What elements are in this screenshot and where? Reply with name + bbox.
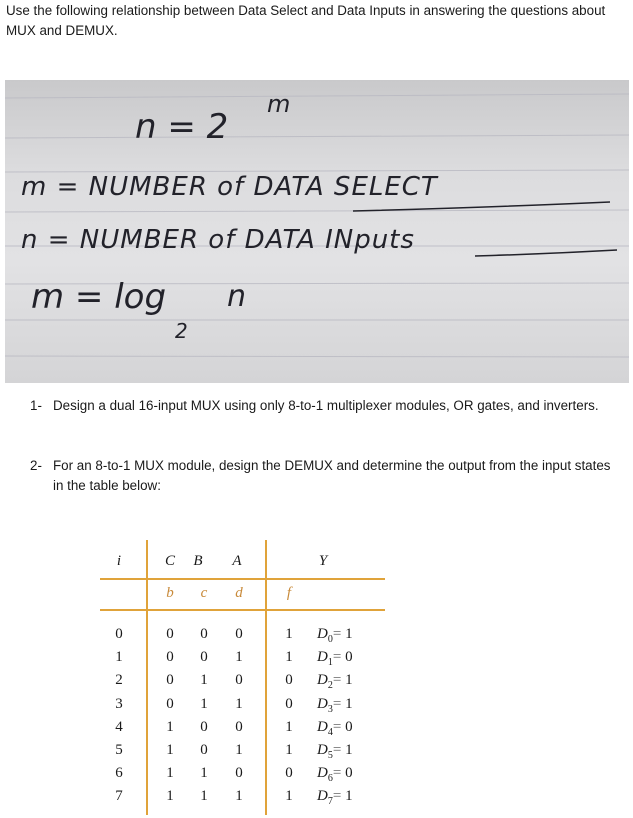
cell-b: 0	[200, 742, 208, 758]
cell-b: 1	[200, 672, 208, 689]
cell-b: 0	[200, 649, 208, 666]
cell-f: 1	[285, 742, 293, 758]
output-symbol: D	[317, 718, 328, 735]
output-equals: =	[332, 672, 342, 689]
intro-line-2: MUX and DEMUX.	[6, 23, 118, 38]
output-subscript: 2	[327, 680, 333, 692]
cell-y-output	[317, 764, 353, 788]
question-2-number: 2-	[30, 458, 42, 473]
output-equals: =	[332, 788, 342, 805]
table-rule-header	[100, 578, 385, 580]
output-symbol: D	[317, 672, 328, 689]
intro-line-1: Use the following relationship between Data Select and Data Inputs in answering the questions about	[6, 3, 606, 18]
cell-b: 1	[200, 765, 208, 782]
header-d-lower: d	[235, 585, 243, 601]
question-2-text: For an 8-to-1 MUX module, design the DEMUX and determine the output from the input states in the table below:	[53, 458, 611, 493]
output-equals: =	[332, 765, 342, 782]
cell-i: 5	[115, 742, 123, 758]
cell-y-output	[317, 741, 353, 765]
output-symbol: D	[317, 695, 328, 712]
output-symbol: D	[317, 788, 328, 805]
handwritten-notes-photo	[5, 80, 629, 383]
cell-i: 1	[115, 649, 123, 666]
definition-m: m = NUMBER of DATA SELECT	[21, 172, 438, 202]
cell-i: 2	[115, 672, 123, 689]
header-b-lower: b	[166, 585, 174, 601]
output-value: 0	[345, 718, 353, 735]
cell-b: 1	[200, 695, 208, 712]
table-rule-vertical-left	[146, 540, 148, 815]
output-subscript: 6	[327, 773, 333, 785]
formula-exponent: m	[267, 90, 291, 118]
cell-y-output	[317, 695, 353, 719]
truth-table	[95, 540, 395, 815]
formula-n-equals: n = 2	[135, 107, 229, 147]
output-value: 1	[345, 695, 353, 712]
cell-c: 0	[166, 672, 174, 689]
output-subscript: 5	[327, 750, 333, 761]
cell-f: 1	[285, 788, 293, 805]
output-value: 1	[345, 672, 353, 689]
header-f-lower: f	[286, 585, 292, 601]
output-value: 1	[345, 788, 353, 805]
cell-y-output	[317, 671, 353, 695]
output-subscript: 0	[327, 634, 333, 645]
output-equals: =	[332, 718, 342, 735]
cell-i: 0	[115, 626, 123, 642]
cell-a: 1	[235, 695, 243, 712]
cell-f: 1	[285, 718, 293, 735]
cell-i: 4	[115, 718, 123, 735]
cell-a: 1	[235, 649, 243, 666]
cell-b: 0	[200, 718, 208, 735]
cell-a: 0	[235, 718, 243, 735]
output-subscript: 4	[327, 726, 333, 738]
output-symbol: D	[317, 649, 328, 666]
output-equals: =	[332, 626, 342, 642]
output-subscript: 1	[327, 657, 333, 669]
table-rule-vertical-right	[265, 540, 267, 815]
output-equals: =	[332, 649, 342, 666]
cell-c: 0	[166, 695, 174, 712]
output-symbol: D	[317, 626, 328, 642]
cell-y-output	[317, 648, 353, 672]
output-value: 1	[345, 742, 353, 758]
header-i: i	[116, 553, 122, 569]
cell-f: 1	[285, 649, 293, 666]
cell-b: 1	[200, 788, 208, 805]
output-value: 0	[345, 765, 353, 782]
output-equals: =	[332, 695, 342, 712]
cell-f: 0	[285, 765, 293, 782]
cell-a: 0	[235, 626, 243, 642]
cell-a: 0	[235, 765, 243, 782]
cell-b: 0	[200, 626, 208, 642]
cell-a: 1	[235, 742, 243, 758]
cell-y-output	[317, 787, 353, 811]
cell-c: 1	[166, 765, 174, 782]
question-1-number: 1-	[30, 398, 42, 413]
output-symbol: D	[317, 765, 328, 782]
notebook-paper	[5, 80, 629, 383]
header-c: C	[164, 553, 175, 569]
intro-paragraph	[6, 1, 626, 41]
output-equals: =	[332, 742, 342, 758]
header-c-lower: c	[200, 585, 208, 601]
definition-n: n = NUMBER of DATA INputs	[21, 225, 415, 255]
header-a: A	[232, 553, 242, 569]
cell-i: 6	[115, 765, 123, 782]
cell-i: 3	[115, 695, 123, 712]
output-symbol: D	[317, 742, 328, 758]
cell-a: 0	[235, 672, 243, 689]
formula-log-base: 2	[175, 319, 188, 343]
cell-c: 1	[166, 718, 174, 735]
output-value: 1	[345, 626, 353, 642]
output-value: 0	[345, 649, 353, 666]
cell-y-output	[317, 718, 353, 742]
header-y: Y	[318, 553, 328, 569]
cell-f: 0	[285, 672, 293, 689]
cell-a: 1	[235, 788, 243, 805]
formula-log-arg: n	[227, 279, 247, 314]
output-subscript: 3	[327, 703, 333, 715]
cell-y-output	[317, 625, 353, 649]
cell-c: 1	[166, 788, 174, 805]
cell-i: 7	[115, 788, 123, 805]
formula-log: m = log	[31, 277, 167, 317]
cell-f: 1	[285, 626, 293, 642]
cell-c: 1	[166, 742, 174, 758]
cell-c: 0	[166, 649, 174, 666]
output-subscript: 7	[327, 796, 333, 808]
cell-f: 0	[285, 695, 293, 712]
question-1-text: Design a dual 16-input MUX using only 8-to-1 multiplexer modules, OR gates, and inverters.	[53, 398, 599, 413]
cell-c: 0	[166, 626, 174, 642]
header-b: B	[193, 553, 203, 569]
table-rule-subheader	[100, 609, 385, 611]
